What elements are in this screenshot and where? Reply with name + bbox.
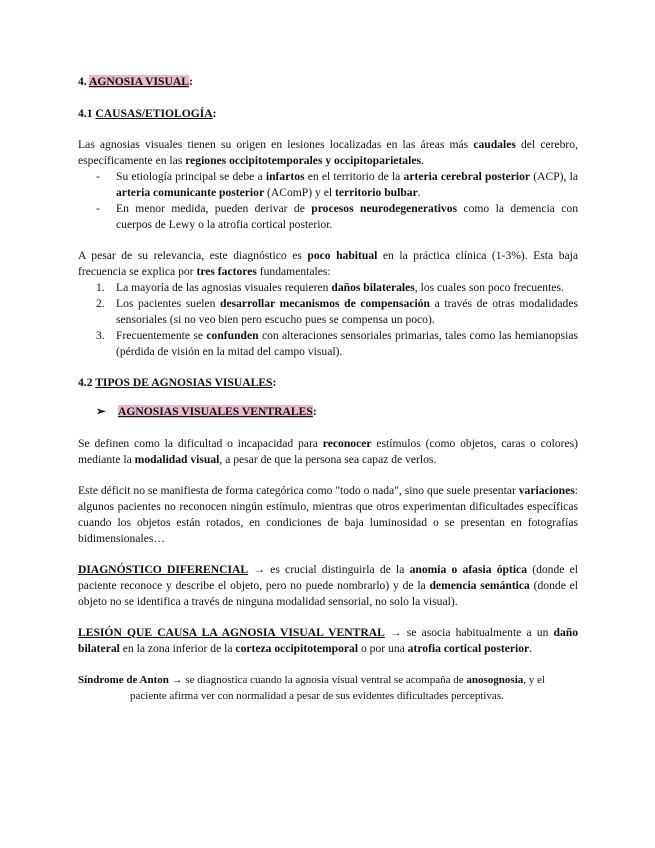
lesion-label: LESIÓN QUE CAUSA LA AGNOSIA VISUAL VENTRAL <box>78 626 385 639</box>
subsection-title: AGNOSIAS VISUALES VENTRALES <box>118 405 313 418</box>
paragraph-origin: Las agnosias visuales tienen su origen en lesiones localizadas en las áreas más caudales del cerebro, específicamente en las regiones occipitotemporales y occipitoparietales. <box>78 138 578 167</box>
section-4-1-number: 4.1 <box>78 107 93 120</box>
section-4-1-heading: 4.1 CAUSAS/ETIOLOGÍA: <box>78 107 217 120</box>
subsection-heading: ➢ AGNOSIAS VISUALES VENTRALES: <box>96 405 317 418</box>
list-item: - Su etiología principal se debe a infartos en el territorio de la arteria cerebral posterior (ACP), la arteria comunicante posterior (AComP) y el territorio bulbar. <box>96 170 579 199</box>
paragraph-anton-syndrome: Síndrome de Anton → se diagnostica cuando la agnosia visual ventral se acompaña de anosognosia, y el paciente afirma ver con normalidad a pesar de sus evidentes dificultades perceptivas. <box>78 674 545 702</box>
paragraph-definition: Se definen como la dificultad o incapacidad para reconocer estímulos (como objetos, caras o colores) mediante la modalidad visual, a pesar de que la persona sea capaz de verlos. <box>78 437 578 466</box>
paragraph-frequency: A pesar de su relevancia, este diagnóstico es poco habitual en la práctica clínica (1-3%). Esta baja frecuencia se explica por tres factores fundamentales: <box>78 249 578 278</box>
anton-syndrome-label: Síndrome de Anton <box>78 674 169 686</box>
dash-marker: - <box>96 202 100 215</box>
number-marker: 2. <box>96 297 105 310</box>
section-4-2-heading: 4.2 TIPOS DE AGNOSIAS VISUALES: <box>78 376 277 389</box>
factors-list <box>78 280 578 360</box>
section-4-2-title: TIPOS DE AGNOSIAS VISUALES <box>95 376 273 389</box>
list-item: 1. La mayoría de las agnosias visuales requieren daños bilaterales, los cuales son poco frecuentes. <box>96 281 564 294</box>
differential-diagnosis-label: DIAGNÓSTICO DIFERENCIAL <box>78 563 249 576</box>
paragraph-differential-diagnosis: DIAGNÓSTICO DIFERENCIAL → es crucial distinguirla de la anomia o afasia óptica (donde el paciente reconoce y describe el objeto, pero no puede nombrarlo) y de la demencia semántica (donde el objeto no se identifica a través de ninguna modalidad sensorial, no solo la visual). <box>78 563 578 608</box>
number-marker: 1. <box>96 281 105 294</box>
section-4-1-title: CAUSAS/ETIOLOGÍA <box>95 107 213 120</box>
number-marker: 3. <box>96 329 105 342</box>
section-4-heading: 4. AGNOSIA VISUAL: <box>78 75 193 88</box>
list-item: 2. Los pacientes suelen desarrollar mecanismos de compensación a través de otras modalidades sensoriales (si no veo bien pero escucho pues se compensa un poco). <box>96 297 578 326</box>
paragraph-lesion: LESIÓN QUE CAUSA LA AGNOSIA VISUAL VENTRAL → se asocia habitualmente a un daño bilateral en la zona inferior de la corteza occipitotemporal o por una atrofia cortical posterior. <box>78 626 579 655</box>
list-item: - En menor medida, pueden derivar de procesos neurodegenerativos como la demencia con cuerpos de Lewy o la atrofia cortical posterior. <box>96 202 578 231</box>
document-page <box>78 74 578 704</box>
arrow-bullet-icon: ➢ <box>96 405 106 418</box>
section-4-title: AGNOSIA VISUAL <box>88 75 189 88</box>
section-4-2-number: 4.2 <box>78 376 93 389</box>
list-item: 3. Frecuentemente se confunden con alteraciones sensoriales primarias, tales como las hemianopsias (pérdida de visión en la mitad del campo visual). <box>96 329 578 358</box>
paragraph-variations: Este déficit no se manifiesta de forma categórica como "todo o nada", sino que suele presentar variaciones: algunos pacientes no reconocen ningún estímulo, mientras que otros experimentan dificultades específicas cuando los objetos están rotados, en condiciones de baja luminosidad o se presentan en fotografías bidimensionales… <box>78 484 578 545</box>
dash-marker: - <box>96 170 100 183</box>
etiology-list <box>78 169 578 233</box>
section-4-number: 4. <box>78 75 87 88</box>
